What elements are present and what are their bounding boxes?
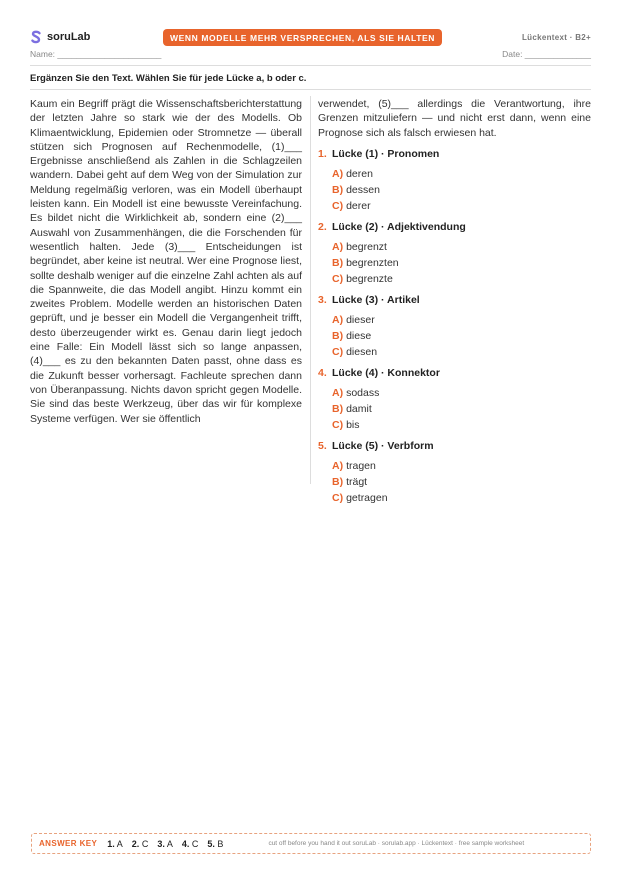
question-number: 3. — [318, 293, 327, 306]
option-b[interactable] — [318, 328, 591, 344]
option-letter: B) — [332, 183, 344, 196]
option-text: dessen — [346, 183, 380, 196]
answer-value: A — [116, 838, 123, 849]
answer-number: 3. — [157, 838, 165, 849]
option-text: deren — [346, 167, 373, 180]
question-number: 2. — [318, 220, 327, 233]
question-heading — [318, 220, 591, 235]
option-letter: B) — [332, 256, 344, 269]
option-text: begrenzten — [346, 256, 399, 269]
option-text: sodass — [346, 386, 380, 399]
option-text: getragen — [346, 491, 388, 504]
answer-key-label: ANSWER KEY — [39, 839, 98, 848]
option-letter: A) — [332, 386, 344, 399]
option-a[interactable] — [318, 312, 591, 328]
answer-value: B — [217, 838, 224, 849]
option-a[interactable] — [318, 458, 591, 474]
name-date-row — [30, 49, 591, 61]
option-text: trägt — [346, 475, 368, 488]
answer-key-item — [182, 839, 199, 849]
option-letter: B) — [332, 475, 344, 488]
option-letter: B) — [332, 402, 344, 415]
brand — [30, 30, 90, 44]
option-text: begrenzt — [346, 240, 387, 253]
divider — [30, 65, 591, 66]
question-number: 5. — [318, 439, 327, 452]
option-text: damit — [346, 402, 372, 415]
answer-key-item — [132, 839, 149, 849]
option-b[interactable] — [318, 401, 591, 417]
option-b[interactable] — [318, 255, 591, 271]
divider — [30, 89, 591, 90]
brand-name: soruLab — [47, 31, 91, 43]
option-b[interactable] — [318, 182, 591, 198]
answer-key-item — [107, 839, 123, 849]
option-c[interactable] — [318, 490, 591, 506]
question-1 — [318, 147, 591, 214]
question-4 — [318, 366, 591, 433]
option-c[interactable] — [318, 271, 591, 287]
question-2 — [318, 220, 591, 287]
question-title: Lücke (1) · Pronomen — [332, 147, 440, 160]
text-passage-right: verwendet, (5)___ allerdings die Verantwortung, ihre Grenzen mitzuliefern — und nicht erst dann, wenn eine Prognose sich als falsch erwiesen hat. — [318, 98, 591, 139]
question-title: Lücke (4) · Konnektor — [332, 366, 440, 379]
option-letter: A) — [332, 313, 344, 326]
option-letter: B) — [332, 329, 344, 342]
answer-number: 5. — [207, 838, 215, 849]
answer-key-box — [31, 833, 591, 854]
option-a[interactable] — [318, 239, 591, 255]
question-title: Lücke (5) · Verbform — [332, 439, 434, 452]
option-text: dieser — [346, 313, 375, 326]
option-text: bis — [346, 418, 360, 431]
option-text: derer — [346, 199, 371, 212]
option-c[interactable] — [318, 417, 591, 433]
instruction: Ergänzen Sie den Text. Wählen Sie für jede Lücke a, b oder c. — [30, 73, 307, 84]
question-title: Lücke (3) · Artikel — [332, 293, 420, 306]
answer-value: C — [191, 838, 199, 849]
option-a[interactable] — [318, 385, 591, 401]
date-field: Date: ______________ — [502, 49, 591, 59]
name-field: Name: ______________________ — [30, 49, 162, 59]
worksheet-title: WENN MODELLE MEHR VERSPRECHEN, ALS SIE HALTEN — [163, 29, 442, 46]
text-passage-left: Kaum ein Begriff prägt die Wissenschaftsberichterstattung der letzten Jahre so stark wie der des Modells. Ob Klimaentwicklung, Epidemien oder Stromnetze — überall stützen sich Prognosen auf Rechenmodelle, (1)___ Ergebnisse anschließend als Zahlen in die Schlagzeilen wandern. Dabei geht auf dem Weg von der Simulation zur Meldung regelmäßig verloren, was ein Modell überhaupt leisten kann. Ein Modell ist eine bewusste Vereinfachung. Es bildet nicht die Wirklichkeit ab, sondern eine (2)___ Auswahl von Zusammenhängen, die die Forschenden für wesentlich halten. Jede (3)___ Entscheidungen ist begründet, aber keine ist neutral. Wer eine Prognose liest, sollte deshalb weniger auf die einzelne Zahl achten als auf die Spannweite, die das Modell angibt. Hinzu kommt ein zweites Problem. Modelle werden an historischen Daten geprüft, und je besser ein Modell die Vergangenheit trifft, desto überzeugender wirkt es. Genau darin liegt jedoch eine Falle: Ein Modell lässt sich so lange anpassen, (4)___ es zu den bekannten Daten passt, ohne dass es die Zukunft besser vorhersagt. Fachleute sprechen dann von Überanpassung. Nichts davon spricht gegen Modelle. Sie sind das beste Werkzeug, über das wir für komplexe Systeme verfügen. Wer sie öffentlich — [30, 98, 303, 425]
question-list — [318, 147, 591, 506]
question-heading — [318, 147, 591, 162]
answer-number: 1. — [107, 838, 115, 849]
option-text: tragen — [346, 459, 376, 472]
option-text: diesen — [346, 345, 378, 358]
column-divider — [310, 96, 311, 484]
question-3 — [318, 293, 591, 360]
option-letter: A) — [332, 167, 344, 180]
option-letter: A) — [332, 240, 344, 253]
worksheet-header — [30, 30, 591, 46]
question-heading — [318, 293, 591, 308]
right-column — [318, 97, 591, 506]
option-letter: C) — [332, 272, 344, 285]
option-c[interactable] — [318, 198, 591, 214]
option-text: diese — [346, 329, 372, 342]
answer-number: 2. — [131, 838, 140, 849]
answer-value: C — [141, 838, 149, 849]
option-letter: C) — [332, 491, 344, 504]
option-a[interactable] — [318, 166, 591, 182]
option-letter: C) — [332, 199, 344, 212]
answer-key-item — [207, 839, 223, 849]
option-letter: A) — [332, 459, 344, 472]
answer-key-item — [157, 839, 173, 849]
option-letter: C) — [332, 345, 344, 358]
answer-number: 4. — [181, 838, 190, 849]
question-title: Lücke (2) · Adjektivendung — [332, 220, 466, 233]
answer-key-note: cut off before you hand it out soruLab · sorulab.app · Lückentext · free sample worksheet — [268, 840, 525, 847]
option-letter: C) — [332, 418, 344, 431]
answer-value: A — [166, 838, 173, 849]
question-number: 1. — [318, 147, 327, 160]
option-text: begrenzte — [346, 272, 393, 285]
worksheet-level: Lückentext · B2+ — [521, 33, 591, 42]
question-heading — [318, 366, 591, 381]
sorulab-logo-icon — [30, 30, 42, 44]
option-c[interactable] — [318, 344, 591, 360]
question-number: 4. — [318, 366, 327, 379]
option-b[interactable] — [318, 474, 591, 490]
question-heading — [318, 439, 591, 454]
question-5 — [318, 439, 591, 506]
